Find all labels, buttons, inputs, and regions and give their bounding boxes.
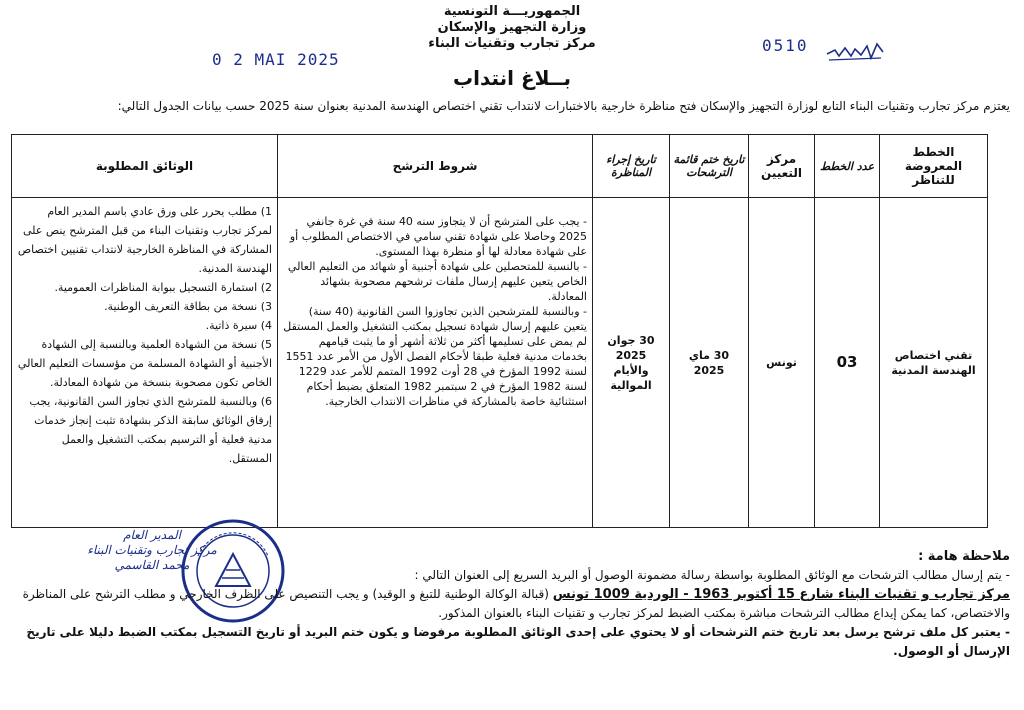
document-item: 3) نسخة من بطاقة التعريف الوطنية. [104, 300, 272, 313]
reference-scribble-icon [825, 40, 885, 62]
header-documents: الوثائق المطلوبة [12, 135, 278, 198]
document-item: 1) مطلب يحرر على ورق عادي باسم المدير العام لمركز تجارب وتقنيات البناء من قبل المترشح ينص على المشاركة في المناظرة الخارجية لانتداب تقنيين اختصاص الهندسة المدنية. [17, 205, 272, 275]
important-notes [10, 547, 1010, 661]
notes-line-3: - يعتبر كل ملف ترشح يرسل بعد تاريخ ختم الترشحات أو لا يحتوي على إحدى الوثائق المطلوبة مرفوضا و يكون ختم البريد أو تاريخ التسجيل بمكتب الضبط دليلا على تاريخ الإرسال أو الوصول. [26, 625, 1010, 658]
cell-center: تونس [749, 198, 815, 528]
condition-item: - يجب على المترشح أن لا يتجاوز سنه 40 سنة في غرة جانفي 2025 وحاصلا على شهادة تقني سامي في الاختصاص المطلوب أو على شهادة معادلة لها أو منظرة بهذا المستوى. [289, 215, 587, 258]
reference-number: 0510 [762, 36, 809, 55]
intro-paragraph: يعتزم مركز تجارب وتقنيات البناء التابع لوزارة التجهيز والإسكان فتح مناظرة خارجية بالاختبارات لانتداب تقني اختصاص الهندسة المدنية بعنوان سنة 2025 حسب بيانات الجدول التالي: [117, 99, 1010, 113]
condition-item: - وبالنسبة للمترشحين الذين تجاوزوا السن القانونية (40 سنة) يتعين عليهم إرسال شهادة تسجيل بمكتب التشغيل والعمل المستقل لم يمض على تسليمها أكثر من ثلاثة أشهر أو ما يثبت قيامهم بخدمات مدنية فعلية طبقا لأحكام الفصل الأول من الأمر عدد 1551 لسنة 1992 المؤرخ في 28 أوت 1992 المتمم للأمر عدد 1229 لسنة 1982 المؤرخ في 2 سبتمبر 1982 المتعلق بضبط أحكام استثنائية خاصة بالمشاركة في مناظرات الانتداب الخارجية. [283, 305, 587, 408]
document-item: 6) وبالنسبة للمترشح الذي تجاوز السن القانونية، يجب إرفاق الوثائق سابقة الذكر بشهادة تثبت إنجاز خدمات مدنية فعلية أو الترسيم بمكتب التشغيل والعمل المستقل. [29, 395, 272, 465]
cell-deadline: 30 ماي 2025 [670, 198, 749, 528]
document-item: 2) استمارة التسجيل ببوابة المناظرات العمومية. [54, 281, 272, 294]
header-center: مركز التعيين [749, 135, 815, 198]
cell-conditions [278, 198, 593, 528]
positions-table [11, 134, 988, 528]
cell-count: 03 [815, 198, 880, 528]
header-deadline: تاريخ ختم قائمة الترشحات [670, 135, 749, 198]
cell-documents [12, 198, 278, 528]
notes-address: مركز تجارب و تقنيات البناء شارع 15 أكتوبر 1963 - الوردية 1009 تونس [552, 587, 1010, 602]
notes-title: ملاحظة هامة : [918, 549, 1010, 564]
signature-org: مركز تجارب وتقنيات البناء [87, 543, 217, 557]
signature-name: محمد القاسمي [114, 558, 190, 572]
cell-exam-date: 30 جوان 2025 والأيام الموالية [593, 198, 670, 528]
document-item: 5) نسخة من الشهادة العلمية وبالنسبة إلى الشهادة الأجنبية أو الشهادة المسلمة من مؤسسات التعليم العالي الخاص تكون مصحوبة بنسخة من شهادة المعادلة. [17, 338, 272, 389]
header-exam-date: تاريخ إجراء المناظرة [593, 135, 670, 198]
table-header-row [12, 135, 988, 198]
date-stamp: 0 2 MAI 2025 [212, 50, 340, 69]
header-plan: الخطط المعروضة للتناظر [880, 135, 988, 198]
republic-name: الجمهوريـــة التونسية [443, 4, 581, 19]
signature-role: المدير العام [123, 528, 181, 542]
ministry-name: وزارة التجهيز والإسكان [437, 20, 587, 35]
condition-item: - بالنسبة للمتحصلين على شهادة أجنبية أو شهائد من التعليم العالي الخاص يتعين عليهم إرسال ملفات ترشحهم مصحوبة بشهائد المعادلة. [287, 260, 587, 303]
cell-plan: تقني اختصاص الهندسة المدنية [880, 198, 988, 528]
header-conditions: شروط الترشح [278, 135, 593, 198]
table-row [12, 198, 988, 528]
document-title: بــلاغ انتداب [452, 66, 572, 90]
center-name: مركز تجارب وتقنيات البناء [428, 36, 596, 51]
notes-line-2: (قبالة الوكالة الوطنية للتبغ و الوقيد) و يجب التنصيص على الظرف الخارجي و مطلب الترشح على المناظرة والاختصاص، كما يمكن إيداع مطالب الترشحات مباشرة بمكتب الضبط لمركز تجارب و تقنيات البناء بالعنوان المذكور. [22, 587, 1010, 620]
header-count: عدد الخطط [815, 135, 880, 198]
notes-line-1: - يتم إرسال مطالب الترشحات مع الوثائق المطلوبة بواسطة رسالة مضمونة الوصول أو البريد السريع إلى العنوان التالي : [414, 568, 1010, 582]
document-item: 4) سيرة ذاتية. [205, 319, 272, 332]
